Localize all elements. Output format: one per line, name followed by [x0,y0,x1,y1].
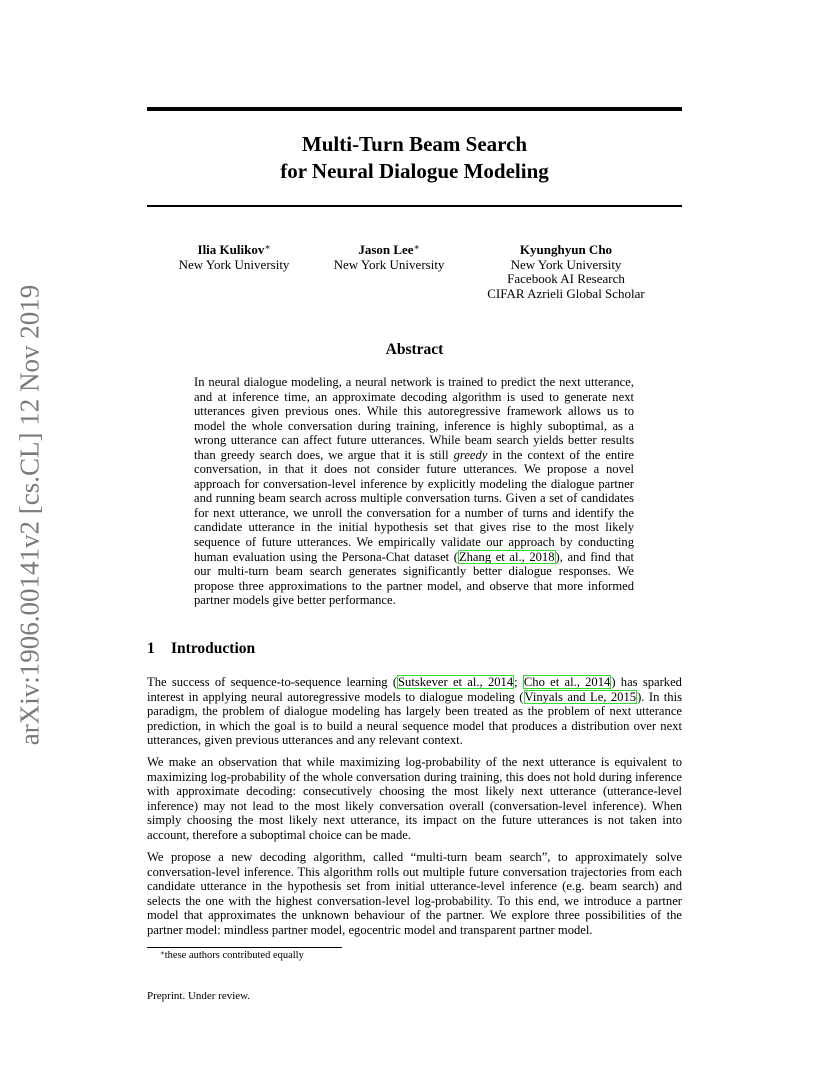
venue-note: Preprint. Under review. [147,990,251,1002]
author-name-text: Jason Lee [358,242,414,257]
title-top-rule [147,107,682,111]
abstract-body [194,375,634,608]
footnote-rule [147,947,342,948]
abstract-emphasis: greedy [453,447,488,462]
author-name-text: Ilia Kulikov [197,242,265,257]
author-affiliation: CIFAR Azrieli Global Scholar [487,285,645,301]
abstract-text-part: ), and find that our multi-turn beam search generates significantly better dialogue responses. We propose three approximations to the partner model, and observe that more informed partner models give better performance. [194,549,634,608]
author-affiliation: New York University [333,256,445,272]
author-name [320,243,458,258]
citation-link[interactable]: Cho et al., 2014 [523,675,611,689]
paragraph-text: ; [514,675,523,689]
citation-link[interactable]: Vinyals and Le, 2015 [524,689,637,704]
footnote-mark: ∗ [160,949,165,957]
paragraph-text: ) has sparked interest in applying neural autoregressive models to dialogue modeling ( [147,675,682,704]
author-name [164,243,304,258]
footnote [160,950,304,961]
section-title: Introduction [171,640,256,657]
section-heading-introduction [147,640,682,658]
arxiv-identifier [6,280,54,750]
footnote-text: these authors contributed equally [164,950,304,961]
title-line-1: Multi-Turn Beam Search [301,132,528,156]
author-block-kulikov [164,243,304,272]
intro-paragraph-2: We make an observation that while maximizing log-probability of the next utterance is equivalent to maximizing log-probability of the whole conversation during training, this does not hold during inference with approximate decoding: consecutively choosing the most likely next utterance (utterance-level inference) may not lead to the most likely conversation overall (conversation-level inference). When simply choosing the most likely next utterance, its impact on the future utterances is not taken into account, therefore a suboptimal choice can be made. [147,755,682,842]
title-line-2: for Neural Dialogue Modeling [280,159,549,183]
paragraph-text: The success of sequence-to-sequence learning ( [147,675,398,689]
intro-paragraph-1 [147,675,682,748]
section-number: 1 [147,640,155,657]
abstract-text-part: in the context of the entire conversation, in that it does not consider future utterances. We propose a novel approach for conversation-level inference by explicitly modeling the dialogue partner and running beam search across multiple conversation turns. Given a set of candidates for next utterance, we unroll the conversation for a number of turns and identify the candidate utterance in the initial hypothesis set that gives rise to the most likely sequence of future utterances. We empirically validate our approach by conducting human evaluation using the Persona-Chat dataset ( [194,447,634,564]
author-mark: ∗ [264,242,271,252]
author-affiliation: Facebook AI Research [507,271,625,287]
author-affiliation: New York University [178,256,290,272]
intro-paragraph-3: We propose a new decoding algorithm, called “multi-turn beam search”, to approximately solve conversation-level inference. This algorithm rolls out multiple future conversation trajectories from each candidate utterance in the hypothesis set from initial utterance-level inference (e.g. beam search) and selects the one with the highest conversation-level log-probability. To this end, we introduce a partner model that approximates the unknown behaviour of the partner. We explore three possibilities of the partner model: mindless partner model, egocentric model and transparent partner model. [147,850,682,937]
title-bottom-rule [147,205,682,207]
author-name: Kyunghyun Cho [519,242,613,257]
citation-link[interactable]: Zhang et al., 2018 [458,549,555,564]
citation-link[interactable]: Sutskever et al., 2014 [398,675,514,689]
abstract-text-part: In neural dialogue modeling, a neural network is trained to predict the next utterance, and at inference time, an approximate decoding algorithm is used to generate next utterances given previous ones. While this autoregressive framework allows us to model the whole conversation during training, inference is highly suboptimal, as a wrong utterance can affect future utterances. While beam search yields better results than greedy search does, we argue that it is still [194,375,634,462]
paragraph-text: ). In this paradigm, the problem of dialogue modeling has largely been treated as the problem of next utterance prediction, in which the goal is to build a neural sequence model that produces a distribution over next utterances, given previous utterances and any relevant context. [147,689,683,748]
author-mark: ∗ [413,242,420,252]
author-affiliation: New York University [510,256,622,272]
abstract-heading: Abstract [385,341,444,358]
paper-title [147,131,682,185]
author-block-cho [478,243,654,301]
author-block-lee [320,243,458,272]
arxiv-id-text: arXiv:1906.00141v2 [cs.CL] 12 Nov 2019 [14,284,45,746]
